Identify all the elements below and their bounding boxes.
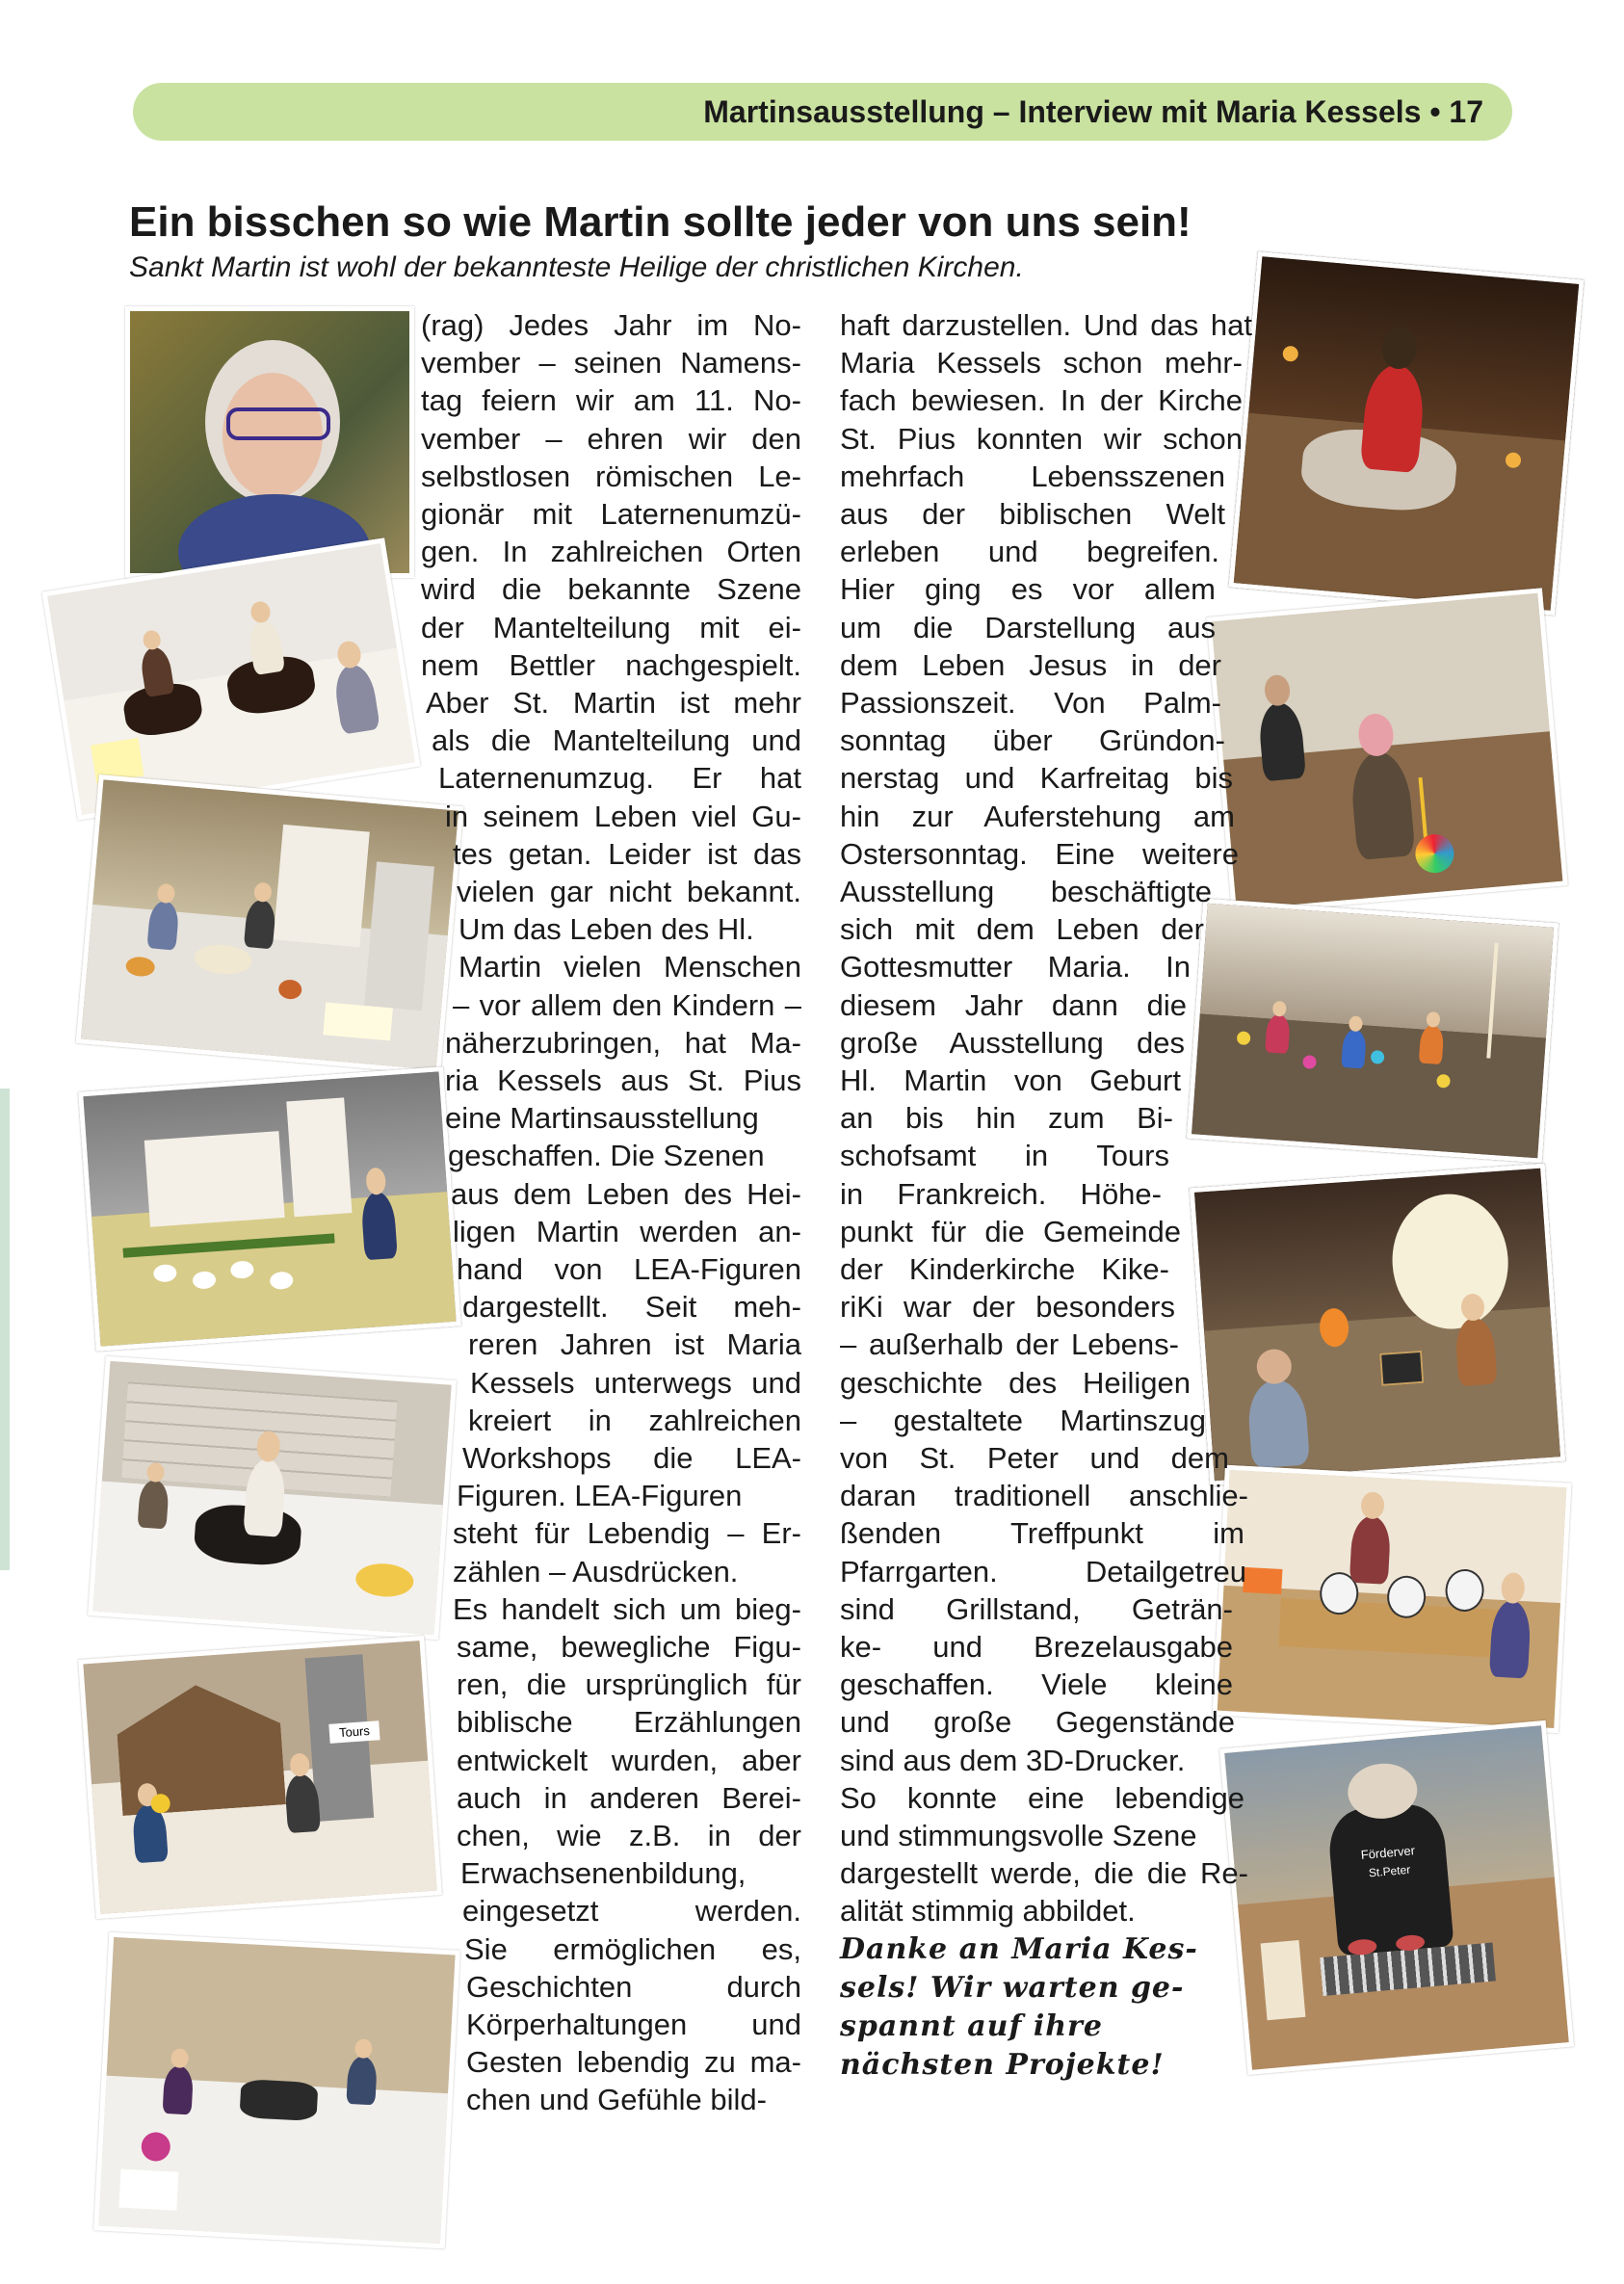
column1-line: zählen – Ausdrücken. <box>453 1554 739 1588</box>
column1-line: tes getan. Leider ist das <box>453 836 801 871</box>
column1-line: Workshops die LEA- <box>462 1441 801 1475</box>
column1-line: Laternenumzug. Er hat <box>438 761 801 796</box>
column1-line: chen und Gefühle bild- <box>466 2083 767 2117</box>
column1-line: als die Mantelteilung und <box>432 723 801 758</box>
photo-market-scene <box>76 774 464 1075</box>
page-edge-decoration <box>0 1089 10 1570</box>
column1-line: Aber St. Martin ist mehr <box>426 686 801 720</box>
shirt-text-line1: Förderver <box>1360 1843 1416 1863</box>
column2-line: an bis hin zum Bi- <box>840 1101 1173 1136</box>
column1-line: Martin vielen Menschen <box>458 950 801 984</box>
column2-line: dem Leben Jesus in der <box>840 647 1221 682</box>
column2-line: und große Gegenstände <box>840 1705 1235 1740</box>
column1-line: vember – seinen Namens- <box>421 346 801 381</box>
column2-line: punkt für die Gemeinde <box>840 1214 1181 1248</box>
column2-line: daran traditionell anschlie- <box>840 1479 1248 1513</box>
column2-line: hin zur Auferstehung am <box>840 799 1235 833</box>
column1-line: gionär mit Laternenumzü- <box>421 497 801 531</box>
column1-line: ria Kessels aus St. Pius <box>445 1063 801 1097</box>
photo-drinks-stand <box>1212 1465 1571 1733</box>
photo-bonfire-scene <box>1190 1163 1566 1485</box>
column2-line: sind Grillstand, Geträn- <box>840 1591 1233 1626</box>
column2-line: geschichte des Heiligen <box>840 1365 1191 1400</box>
column2-line: nerstag und Karfreitag bis <box>840 761 1233 796</box>
column2-line: ßenden Treffpunkt im <box>840 1516 1244 1551</box>
column1-line: Um das Leben des Hl. <box>458 912 754 947</box>
photo-martin-on-horse-night <box>1228 251 1584 616</box>
tours-sign: Tours <box>328 1720 380 1744</box>
column2-line: Maria Kessels schon mehr- <box>840 346 1243 381</box>
column1-line: Kessels unterwegs und <box>470 1365 801 1400</box>
column2-line: – außerhalb der Lebens- <box>840 1327 1179 1362</box>
column1-line: Sie ermöglichen es, <box>464 1931 801 1966</box>
photo-grill-stand <box>1219 1720 1574 2075</box>
column1-line: vielen gar nicht bekannt. <box>457 875 801 908</box>
column1-line: wird die bekannte Szene <box>421 572 801 607</box>
running-header-bar <box>133 83 1512 141</box>
column1-line: kreiert in zahlreichen <box>468 1403 801 1437</box>
column2-line: Pfarrgarten. Detailgetreu <box>840 1554 1246 1588</box>
column1-line: Figuren. LEA-Figuren <box>457 1479 743 1513</box>
column1-line: der Mantelteilung mit ei- <box>421 610 801 644</box>
column1-line: Es handelt sich um bieg- <box>453 1591 801 1626</box>
column2-line: St. Pius konnten wir schon <box>840 421 1243 456</box>
column1-line: same, bewegliche Figu- <box>457 1630 801 1664</box>
column1-line: Körperhaltungen und <box>466 2008 801 2041</box>
column2-line: dargestellt werde, die die Re- <box>840 1856 1248 1891</box>
column1-line: ren, die ursprünglich für <box>457 1667 801 1702</box>
column2-line: aus der biblischen Welt <box>840 497 1225 531</box>
column1-line: in seinem Leben viel Gu- <box>445 799 801 833</box>
column1-line: chen, wie z.B. in der <box>457 1819 801 1852</box>
column1-line: selbstlosen römischen Le- <box>421 459 801 493</box>
column1-line: geschaffen. Die Szenen <box>448 1139 765 1173</box>
column2-line: um die Darstellung aus <box>840 610 1216 644</box>
column1-line: reren Jahren ist Maria <box>468 1327 801 1362</box>
column1-line: dargestellt. Seit meh- <box>462 1290 801 1325</box>
column2-line: große Ausstellung des <box>840 1025 1185 1060</box>
column1-line: eine Martinsausstellung <box>445 1101 759 1136</box>
photo-death-scene <box>93 1932 460 2249</box>
column2-line: erleben und begreifen. <box>840 535 1219 569</box>
column2-line: sonntag über Gründon- <box>840 723 1225 758</box>
closing-line: spannt auf ihre <box>840 2009 1103 2043</box>
column2-line: Ausstellung beschäftigte <box>840 875 1212 908</box>
column2-line: Passionszeit. Von Palm- <box>840 686 1221 720</box>
column2-line: ke- und Brezelausgabe <box>840 1630 1233 1664</box>
running-header-text: Martinsausstellung – Interview mit Maria Kessels • 17 <box>703 94 1483 129</box>
column2-line: fach bewiesen. In der Kirche <box>840 383 1243 418</box>
column1-line: gen. In zahlreichen Orten <box>421 535 801 569</box>
shirt-text-line2: St.Peter <box>1368 1862 1411 1880</box>
column2-line: mehrfach Lebensszenen <box>840 459 1225 493</box>
column1-line: (rag) Jedes Jahr im No- <box>421 308 801 342</box>
column1-line: Gesten lebendig zu ma- <box>466 2045 801 2080</box>
photo-kids-procession <box>1187 898 1559 1163</box>
column1-line: ligen Martin werden an- <box>453 1214 801 1248</box>
column1-line: aus dem Leben des Hei- <box>451 1176 801 1211</box>
column2-line: und stimmungsvolle Szene <box>840 1819 1197 1852</box>
column2-line: sind aus dem 3D-Drucker. <box>840 1743 1186 1777</box>
column1-line: auch in anderen Berei- <box>457 1780 801 1815</box>
column1-line: biblische Erzählungen <box>457 1705 801 1740</box>
column1-line: Geschichten durch <box>466 1969 801 2004</box>
column2-line: Hier ging es vor allem <box>840 572 1216 607</box>
column1-line: – vor allem den Kindern – <box>453 987 801 1022</box>
column2-line: von St. Peter und dem <box>840 1441 1229 1475</box>
closing-line: Danke an Maria Kes- <box>840 1932 1198 1966</box>
glasses-icon <box>226 407 330 440</box>
column2-line: So konnte eine lebendige <box>840 1780 1244 1815</box>
column1-line: hand von LEA-Figuren <box>457 1252 801 1286</box>
photo-maria-kessels-portrait <box>125 306 414 578</box>
column1-line: entwickelt wurden, aber <box>457 1743 801 1777</box>
column1-line: näherzubringen, hat Ma- <box>445 1025 801 1060</box>
photo-beggar-scene <box>88 1356 457 1641</box>
column2-line: in Frankreich. Höhe- <box>840 1176 1162 1211</box>
photo-sheep-scene <box>78 1066 461 1352</box>
column2-line: schofsamt in Tours <box>840 1139 1169 1173</box>
column2-line: alität stimmig abbildet. <box>840 1894 1136 1929</box>
column2-line: geschaffen. Viele kleine <box>840 1667 1233 1702</box>
column2-line: Gottesmutter Maria. In <box>840 950 1191 984</box>
column2-line: riKi war der besonders <box>840 1290 1175 1325</box>
column1-line: nem Bettler nachgespielt. <box>421 647 801 682</box>
column2-line: haft darzustellen. Und das hat <box>840 308 1252 342</box>
column1-line: Erwachsenenbildung, <box>460 1856 747 1891</box>
column1-line: tag feiern wir am 11. No- <box>421 383 801 418</box>
column2-line: – gestaltete Martinszug <box>840 1403 1206 1437</box>
column2-line: Ostersonntag. Eine weitere <box>840 836 1239 871</box>
article-title: Ein bisschen so wie Martin sollte jeder von uns sein! <box>129 198 1192 246</box>
column2-line: sich mit dem Leben der <box>840 912 1204 947</box>
column2-line: der Kinderkirche Kike- <box>840 1252 1169 1286</box>
column1-line: eingesetzt werden. <box>462 1894 801 1929</box>
column1-line: steht für Lebendig – Er- <box>453 1516 801 1551</box>
article-subtitle: Sankt Martin ist wohl der bekannteste Heilige der christlichen Kirchen. <box>129 251 1024 283</box>
column2-line: Hl. Martin von Geburt <box>840 1063 1181 1097</box>
column1-line: vember – ehren wir den <box>421 421 801 456</box>
column2-line: diesem Jahr dann die <box>840 987 1187 1022</box>
photo-lantern-procession <box>1206 588 1568 914</box>
photo-tours-scene <box>78 1636 442 1919</box>
closing-line: sels! Wir warten ge- <box>840 1971 1185 2005</box>
closing-line: nächsten Projekte! <box>840 2048 1165 2082</box>
